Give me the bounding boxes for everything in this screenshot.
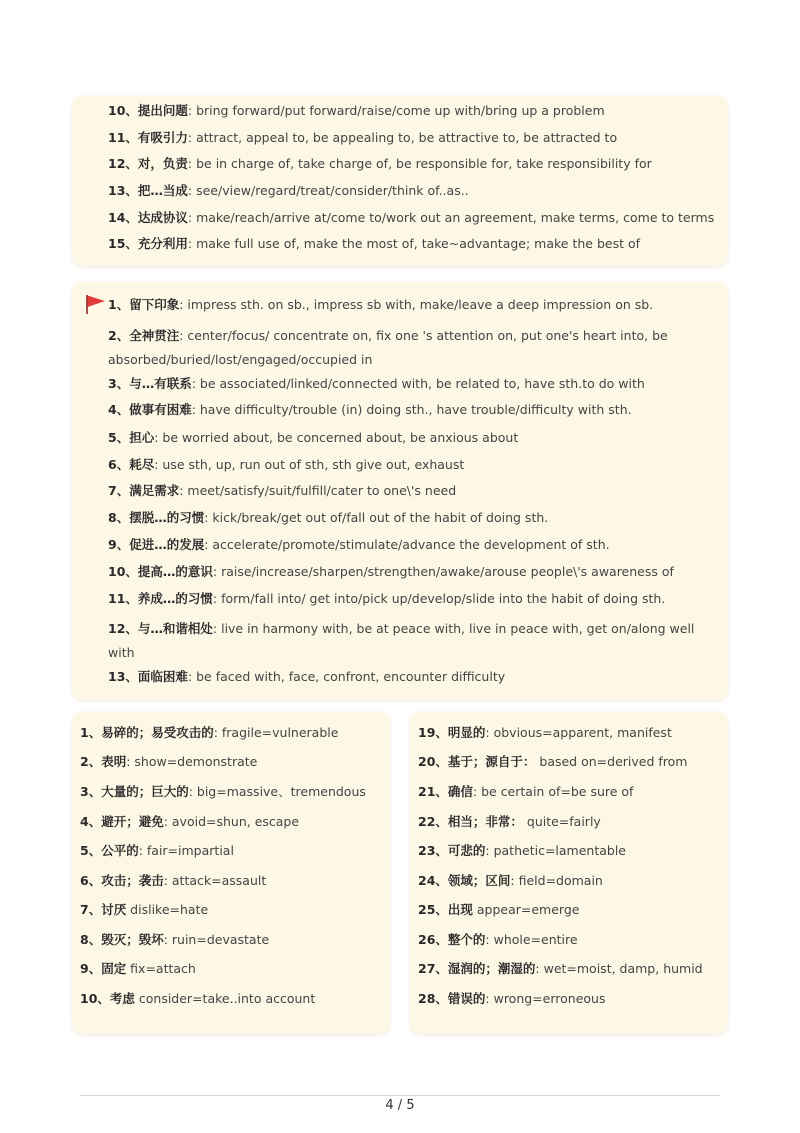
list-item: 9、促进…的发展: accelerate/promote/stimulate/advance the development of sth. bbox=[108, 537, 610, 552]
list-item: 11、养成…的习惯: form/fall into/ get into/pick up/develop/slide into the habit of doing sth. bbox=[108, 591, 666, 606]
list-item: 2、全神贯注: center/focus/ concentrate on, fix one 's attention on, put one's heart into, be absorbed/buried/lost/engaged/occupied in bbox=[108, 328, 668, 367]
list-item: 12、对，负责: be in charge of, take charge of, be responsible for, take responsibility for bbox=[108, 156, 652, 171]
list-item: 7、满足需求: meet/satisfy/suit/fulfill/cater to one\'s need bbox=[108, 483, 457, 498]
list-item: 12、与…和谐相处: live in harmony with, be at peace with, live in peace with, get on/along well with bbox=[108, 621, 695, 660]
list-item: 28、错误的: wrong=erroneous bbox=[418, 991, 606, 1006]
list-item: 21、确信: be certain of=be sure of bbox=[418, 784, 634, 799]
list-item: 8、毁灭；毁坏: ruin=devastate bbox=[80, 932, 270, 947]
list-item: 25、出现 appear=emerge bbox=[418, 902, 580, 917]
list-item: 1、易碎的；易受攻击的: fragile=vulnerable bbox=[80, 725, 339, 740]
list-item: 15、充分利用: make full use of, make the most of, take~advantage; make the best of bbox=[108, 236, 641, 251]
list-item: 19、明显的: obvious=apparent, manifest bbox=[418, 725, 672, 740]
list-item: 1、留下印象: impress sth. on sb., impress sb with, make/leave a deep impression on sb. bbox=[108, 297, 654, 312]
list-item: 5、担心: be worried about, be concerned about, be anxious about bbox=[108, 430, 519, 445]
list-item: 11、有吸引力: attract, appeal to, be appealing to, be attractive to, be attracted to bbox=[108, 130, 618, 145]
list-item: 22、相当；非常： quite=fairly bbox=[418, 814, 601, 829]
list-item: 6、耗尽: use sth, up, run out of sth, sth give out, exhaust bbox=[108, 457, 465, 472]
list-item: 10、提出问题: bring forward/put forward/raise/come up with/bring up a problem bbox=[108, 103, 605, 118]
list-item: 13、面临困难: be faced with, face, confront, encounter difficulty bbox=[108, 669, 506, 684]
list-item: 5、公平的: fair=impartial bbox=[80, 843, 234, 858]
list-item: 8、摆脱…的习惯: kick/break/get out of/fall out of the habit of doing sth. bbox=[108, 510, 549, 525]
list-item: 24、领域；区间: field=domain bbox=[418, 873, 603, 888]
page-number: 4 / 5 bbox=[385, 1098, 415, 1113]
list-item: 4、避开；避免: avoid=shun, escape bbox=[80, 814, 300, 829]
list-item: 3、大量的；巨大的: big=massive、tremendous bbox=[80, 784, 366, 799]
list-item: 10、提高…的意识: raise/increase/sharpen/strengthen/awake/arouse people\'s awareness of bbox=[108, 564, 674, 579]
list-item: 14、达成协议: make/reach/arrive at/come to/work out an agreement, make terms, come to terms bbox=[108, 210, 715, 225]
list-item: 27、湿润的；潮湿的: wet=moist, damp, humid bbox=[418, 961, 703, 976]
list-item: 10、考虑 consider=take..into account bbox=[80, 991, 316, 1006]
list-item: 7、讨厌 dislike=hate bbox=[80, 902, 209, 917]
flag-icon bbox=[84, 293, 108, 315]
list-item: 26、整个的: whole=entire bbox=[418, 932, 578, 947]
list-item: 6、攻击；袭击: attack=assault bbox=[80, 873, 267, 888]
list-item: 23、可悲的: pathetic=lamentable bbox=[418, 843, 627, 858]
list-item: 2、表明: show=demonstrate bbox=[80, 754, 258, 769]
list-item: 13、把…当成: see/view/regard/treat/consider/think of..as.. bbox=[108, 183, 469, 198]
list-item: 20、基于；源自于： based on=derived from bbox=[418, 754, 688, 769]
list-item: 3、与…有联系: be associated/linked/connected with, be related to, have sth.to do with bbox=[108, 376, 645, 391]
footer-divider bbox=[80, 1095, 720, 1096]
list-item: 9、固定 fix=attach bbox=[80, 961, 196, 976]
list-item: 4、做事有困难: have difficulty/trouble (in) doing sth., have trouble/difficulty with sth. bbox=[108, 402, 632, 417]
